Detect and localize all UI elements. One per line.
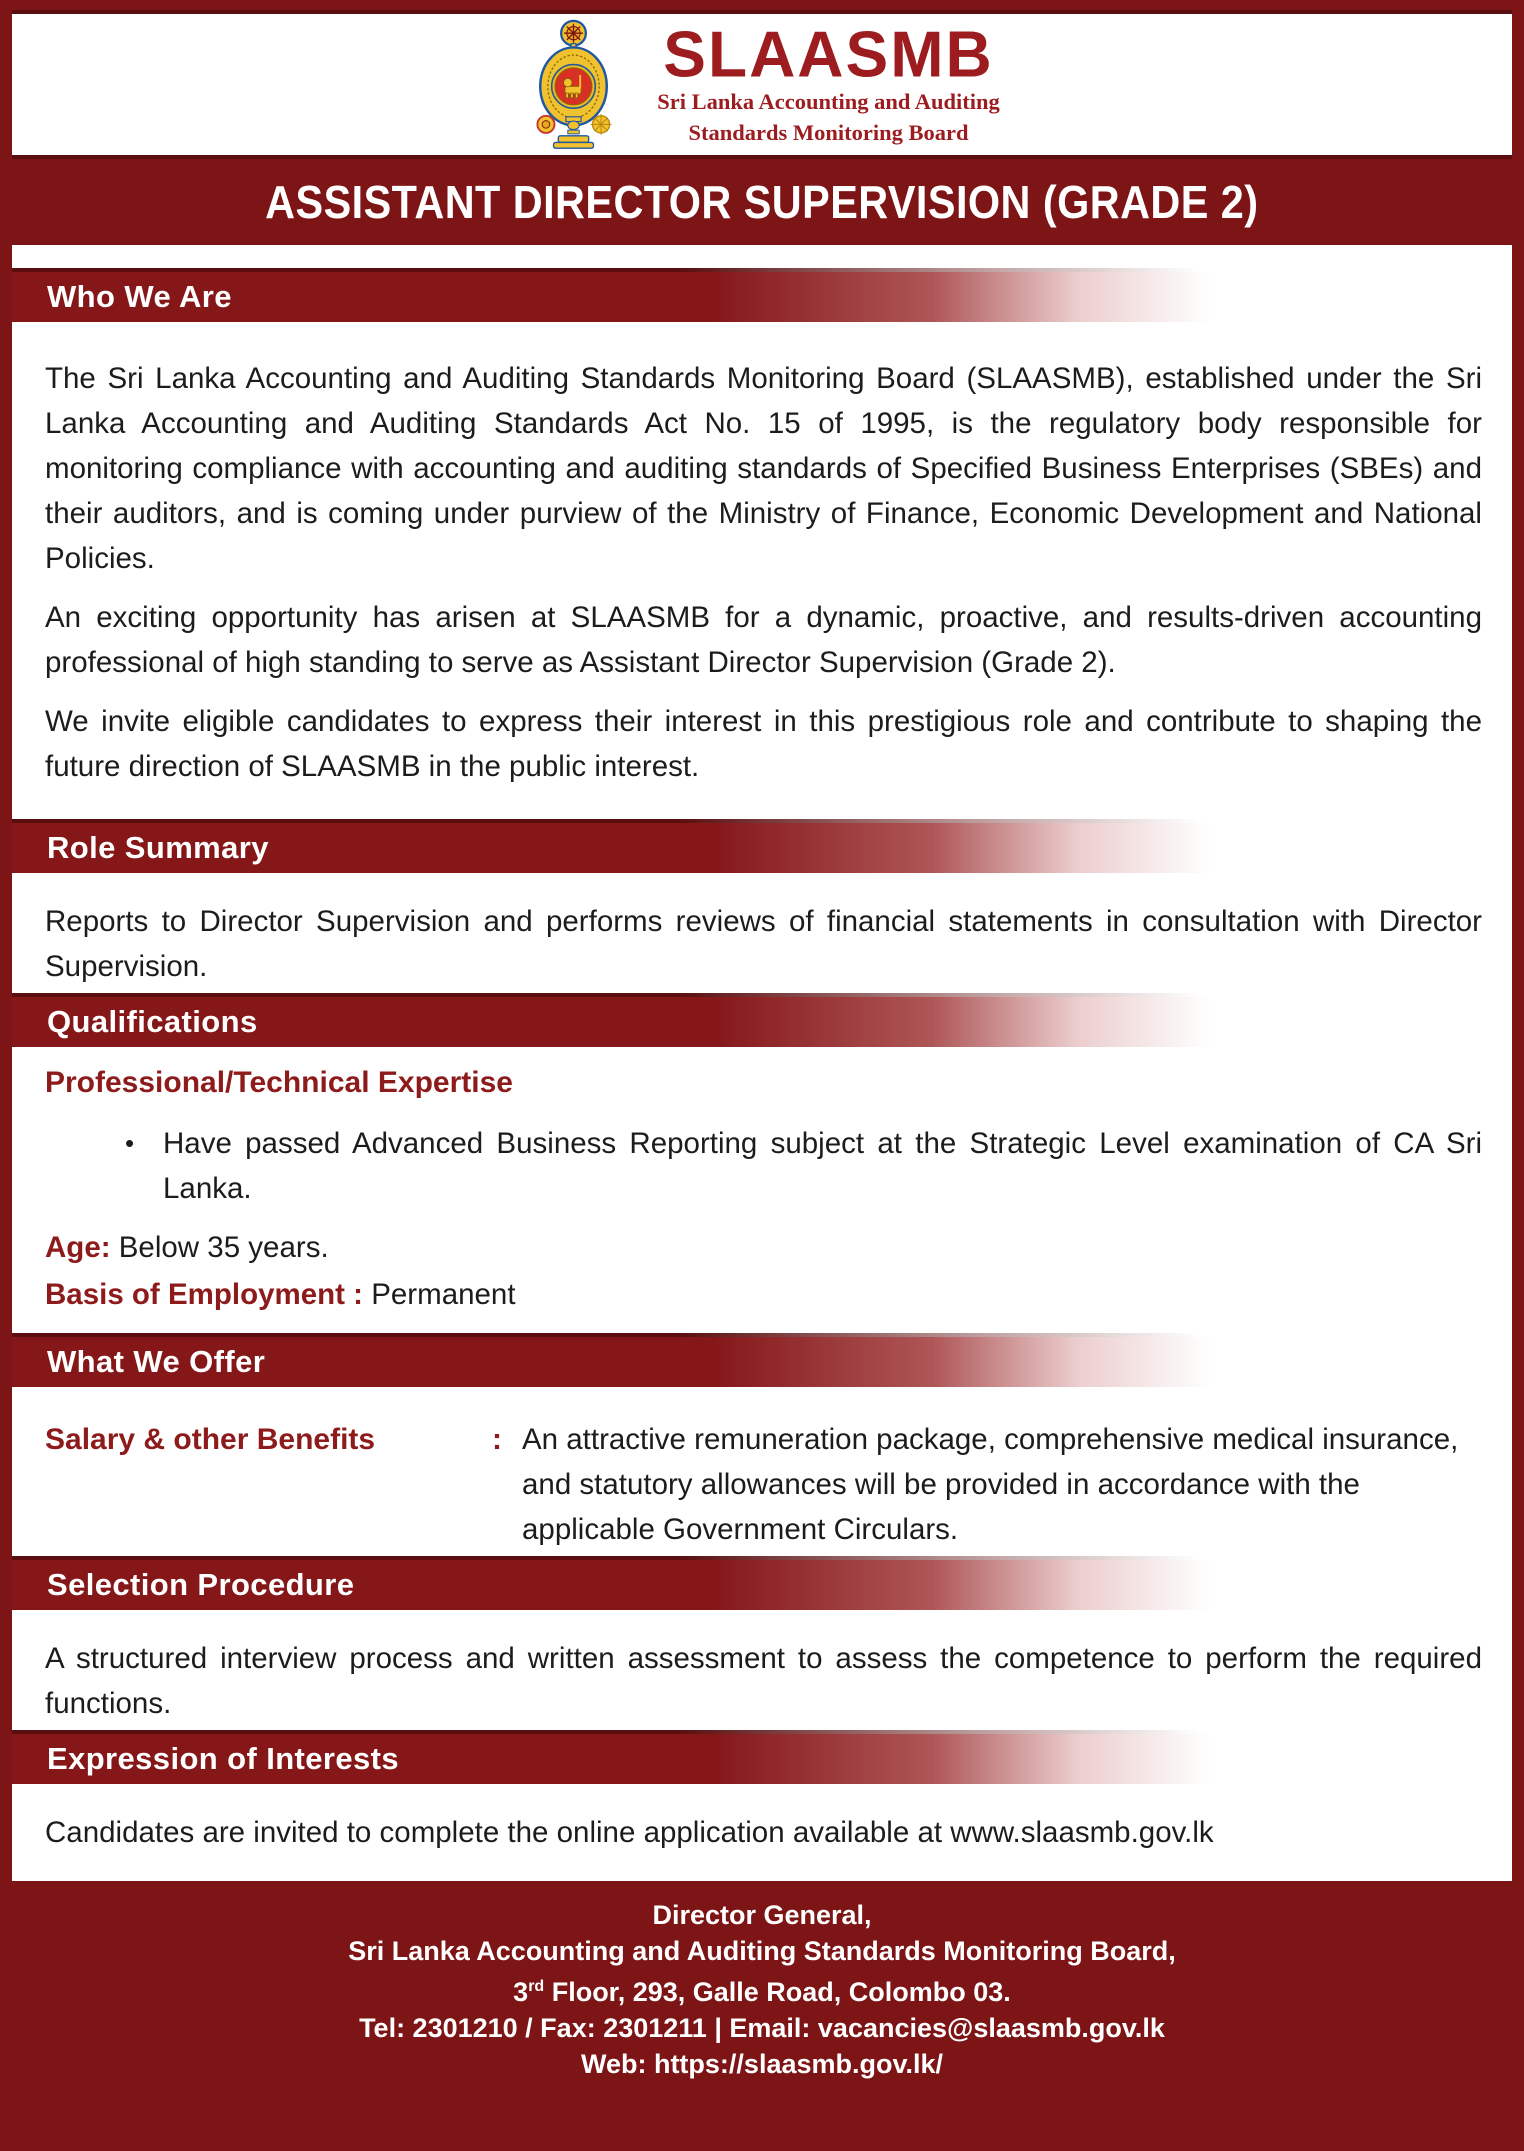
section-heading: What We Offer [47, 1344, 266, 1379]
age-label: Age: [45, 1231, 111, 1264]
section-heading: Who We Are [47, 279, 232, 314]
instruction-text: Candidates are invited to complete the online application available at [45, 1816, 951, 1849]
address-number: 3 [513, 1977, 529, 2007]
job-title: ASSISTANT DIRECTOR SUPERVISION (GRADE 2) [265, 176, 1259, 228]
section-header-who-we-are [12, 272, 1223, 322]
application-url-link[interactable]: www.slaasmb.gov.lk [950, 1816, 1214, 1849]
bullet-text: Have passed Advanced Business Reporting subject at the Strategic Level examination of CA Sri Lanka. [163, 1127, 1482, 1205]
section-heading: Qualifications [47, 1004, 258, 1039]
footer-web [0, 2046, 1524, 2082]
org-name-line2: Standards Monitoring Board [688, 119, 969, 145]
section-selection-procedure [12, 1610, 1512, 1734]
paragraph: The Sri Lanka Accounting and Auditing Standards Monitoring Board (SLAASMB), established under the Sri Lanka Accounting and Auditing Standards Act No. 15 of 1995, is the regulatory body responsible for monitoring compliance with accounting and auditing standards of Specified Business Enterprises (SBEs) and their auditors, and is coming under purview of the Ministry of Finance, Economic Development and National Policies. [45, 362, 1482, 575]
employment-label: Basis of Employment : [45, 1278, 364, 1311]
section-heading: Expression of Interests [47, 1741, 400, 1776]
section-qualifications [12, 1047, 1512, 1337]
footer-tel-fax-email [0, 2010, 1524, 2046]
age-value: Below 35 years. [110, 1231, 329, 1264]
footer-org-name: Sri Lanka Accounting and Auditing Standards Monitoring Board, [348, 1936, 1176, 1966]
sri-lanka-national-emblem-icon [524, 18, 623, 151]
section-heading: Selection Procedure [47, 1567, 355, 1602]
paragraph: Reports to Director Supervision and performs reviews of financial statements in consultation with Director Supervision. [45, 905, 1482, 983]
job-title-bar [12, 155, 1512, 245]
qualification-bullet [45, 1121, 1482, 1211]
application-instructions [45, 1810, 1482, 1855]
org-name-line1: Sri Lanka Accounting and Auditing [657, 88, 1000, 114]
header [12, 14, 1512, 155]
subheading-professional-technical-expertise: Professional/Technical Expertise [45, 1066, 513, 1099]
section-expression-of-interests [12, 1784, 1512, 1881]
web-label: Web: [580, 2049, 654, 2079]
section-header-selection-procedure [12, 1560, 1223, 1610]
bullet-icon: • [125, 1128, 135, 1158]
salary-benefits-label: Salary & other Benefits [45, 1423, 376, 1456]
footer-address [0, 1969, 1524, 2010]
paragraph: We invite eligible candidates to express their interest in this prestigious role and contribute to shaping the future direction of SLAASMB in the public interest. [45, 705, 1482, 783]
section-role-summary [12, 873, 1512, 997]
salary-benefits-separator: : [492, 1423, 502, 1456]
section-who-we-are [12, 322, 1512, 823]
website-link[interactable]: https://slaasmb.gov.lk/ [653, 2049, 944, 2079]
paragraph: A structured interview process and written assessment to assess the competence to perform the required functions. [45, 1642, 1482, 1720]
address-rest: Floor, 293, Galle Road, Colombo 03. [544, 1977, 1011, 2007]
paragraph: An exciting opportunity has arisen at SLAASMB for a dynamic, proactive, and results-driven accounting professional of high standing to serve as Assistant Director Supervision (Grade 2). [45, 601, 1482, 679]
org-acronym: SLAASMB [663, 16, 994, 91]
ordinal-suffix: rd [528, 1978, 545, 1995]
footer-contact-block [0, 1881, 1524, 2151]
section-what-we-offer [12, 1387, 1512, 1560]
section-heading: Role Summary [47, 830, 269, 865]
section-header-expression-of-interests [12, 1734, 1223, 1784]
salary-benefits-row [45, 1417, 1482, 1552]
employment-value: Permanent [363, 1278, 516, 1311]
salary-benefits-value: An attractive remuneration package, comprehensive medical insurance, and statutory allowances will be provided in accordance with the applicable Government Circulars. [522, 1423, 1459, 1546]
section-header-what-we-offer [12, 1337, 1223, 1387]
brand-block [657, 16, 1000, 146]
page-inner [12, 10, 1512, 2151]
email-link[interactable]: vacancies@slaasmb.gov.lk [817, 2013, 1165, 2043]
tel-fax-text: Tel: 2301210 / Fax: 2301211 | Email: [359, 2013, 818, 2043]
footer-director-general: Director General, [652, 1900, 872, 1930]
employment-basis [45, 1279, 1482, 1311]
section-header-role-summary [12, 823, 1223, 873]
age-requirement [45, 1233, 1482, 1263]
section-header-qualifications [12, 997, 1223, 1047]
